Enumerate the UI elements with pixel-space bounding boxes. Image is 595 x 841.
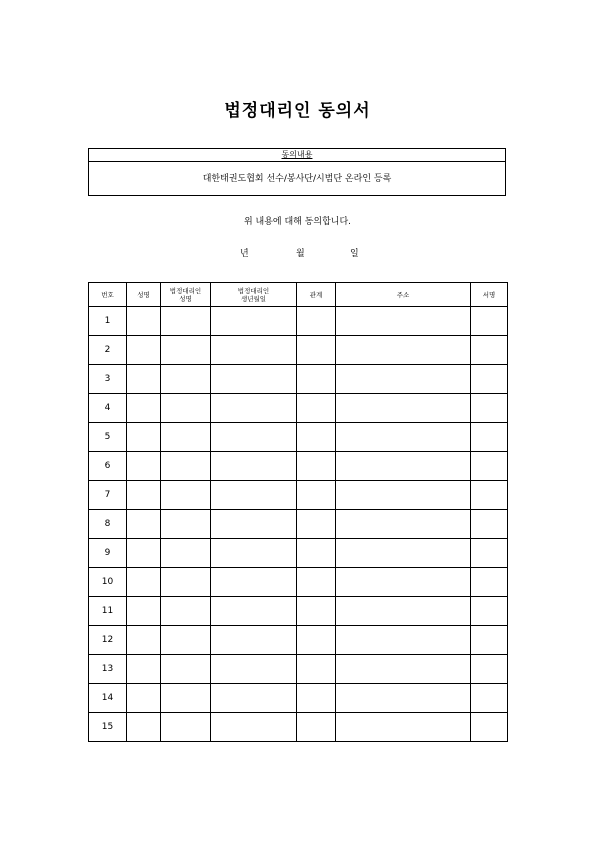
signature-cell[interactable] xyxy=(471,307,508,336)
name-cell[interactable] xyxy=(127,539,161,568)
consent-box xyxy=(88,148,506,196)
name-cell[interactable] xyxy=(127,626,161,655)
address-cell[interactable] xyxy=(336,423,471,452)
date-day-label: 일 xyxy=(350,249,359,259)
signature-cell[interactable] xyxy=(471,713,508,742)
table-row xyxy=(89,365,508,394)
header-guardian-birth xyxy=(211,283,297,307)
guardian-birth-cell[interactable] xyxy=(211,394,297,423)
signature-cell[interactable] xyxy=(471,394,508,423)
guardian-name-cell[interactable] xyxy=(161,481,211,510)
guardian-name-cell[interactable] xyxy=(161,510,211,539)
guardian-name-cell[interactable] xyxy=(161,655,211,684)
header-relation: 관계 xyxy=(297,283,336,307)
table-row xyxy=(89,452,508,481)
guardian-birth-cell[interactable] xyxy=(211,597,297,626)
header-guardian-name xyxy=(161,283,211,307)
name-cell[interactable] xyxy=(127,394,161,423)
address-cell[interactable] xyxy=(336,655,471,684)
address-cell[interactable] xyxy=(336,510,471,539)
name-cell[interactable] xyxy=(127,481,161,510)
table-row xyxy=(89,423,508,452)
name-cell[interactable] xyxy=(127,307,161,336)
header-name: 성명 xyxy=(127,283,161,307)
table-row xyxy=(89,626,508,655)
signature-cell[interactable] xyxy=(471,568,508,597)
row-number: 6 xyxy=(89,452,127,481)
relation-cell[interactable] xyxy=(297,597,336,626)
signature-cell[interactable] xyxy=(471,481,508,510)
guardian-name-cell[interactable] xyxy=(161,452,211,481)
name-cell[interactable] xyxy=(127,510,161,539)
guardian-birth-cell[interactable] xyxy=(211,307,297,336)
name-cell[interactable] xyxy=(127,423,161,452)
address-cell[interactable] xyxy=(336,684,471,713)
signature-cell[interactable] xyxy=(471,684,508,713)
row-number: 11 xyxy=(89,597,127,626)
header-guardian-name-line2: 성명 xyxy=(179,294,192,303)
table-row xyxy=(89,336,508,365)
guardian-birth-cell[interactable] xyxy=(211,568,297,597)
guardian-name-cell[interactable] xyxy=(161,597,211,626)
signature-cell[interactable] xyxy=(471,655,508,684)
relation-cell[interactable] xyxy=(297,365,336,394)
table-row xyxy=(89,597,508,626)
row-number: 8 xyxy=(89,510,127,539)
header-address: 주소 xyxy=(336,283,471,307)
table-row xyxy=(89,394,508,423)
guardian-birth-cell[interactable] xyxy=(211,423,297,452)
header-guardian-birth-line2: 생년월일 xyxy=(240,294,267,303)
name-cell[interactable] xyxy=(127,452,161,481)
row-number: 12 xyxy=(89,626,127,655)
relation-cell[interactable] xyxy=(297,336,336,365)
name-cell[interactable] xyxy=(127,336,161,365)
guardian-birth-cell[interactable] xyxy=(211,684,297,713)
guardian-birth-cell[interactable] xyxy=(211,539,297,568)
signature-cell[interactable] xyxy=(471,597,508,626)
guardian-name-cell[interactable] xyxy=(161,365,211,394)
header-guardian-name-line1: 법정대리인 xyxy=(169,286,202,295)
guardian-birth-cell[interactable] xyxy=(211,481,297,510)
address-cell[interactable] xyxy=(336,713,471,742)
date-month-label: 월 xyxy=(296,249,305,259)
row-number: 9 xyxy=(89,539,127,568)
signature-cell[interactable] xyxy=(471,452,508,481)
row-number: 14 xyxy=(89,684,127,713)
address-cell[interactable] xyxy=(336,365,471,394)
consent-content: 대한태권도협회 선수/봉사단/시범단 온라인 등록 xyxy=(202,174,392,184)
table-row xyxy=(89,713,508,742)
row-number: 2 xyxy=(89,336,127,365)
relation-cell[interactable] xyxy=(297,568,336,597)
signature-cell[interactable] xyxy=(471,336,508,365)
name-cell[interactable] xyxy=(127,568,161,597)
row-number: 1 xyxy=(89,307,127,336)
table-row xyxy=(89,539,508,568)
table-row xyxy=(89,568,508,597)
document-title: 법정대리인 동의서 xyxy=(224,101,371,121)
relation-cell[interactable] xyxy=(297,655,336,684)
header-guardian-birth-line1: 법정대리인 xyxy=(237,286,270,295)
table-row xyxy=(89,481,508,510)
row-number: 3 xyxy=(89,365,127,394)
signature-cell[interactable] xyxy=(471,365,508,394)
relation-cell[interactable] xyxy=(297,394,336,423)
signature-cell[interactable] xyxy=(471,423,508,452)
name-cell[interactable] xyxy=(127,684,161,713)
relation-cell[interactable] xyxy=(297,481,336,510)
header-no: 번호 xyxy=(89,283,127,307)
row-number: 7 xyxy=(89,481,127,510)
date-year-label: 년 xyxy=(240,249,249,259)
address-cell[interactable] xyxy=(336,394,471,423)
consent-header-label: 동의내용 xyxy=(281,150,313,159)
table-row xyxy=(89,510,508,539)
guardian-name-cell[interactable] xyxy=(161,423,211,452)
signature-cell[interactable] xyxy=(471,626,508,655)
row-number: 13 xyxy=(89,655,127,684)
row-number: 4 xyxy=(89,394,127,423)
address-cell[interactable] xyxy=(336,597,471,626)
consent-header xyxy=(89,149,505,162)
address-cell[interactable] xyxy=(336,626,471,655)
name-cell[interactable] xyxy=(127,655,161,684)
relation-cell[interactable] xyxy=(297,713,336,742)
guardian-name-cell[interactable] xyxy=(161,336,211,365)
signature-cell[interactable] xyxy=(471,510,508,539)
guardian-birth-cell[interactable] xyxy=(211,452,297,481)
header-signature: 서명 xyxy=(471,283,508,307)
guardian-birth-cell[interactable] xyxy=(211,713,297,742)
guardian-birth-cell[interactable] xyxy=(211,365,297,394)
address-cell[interactable] xyxy=(336,539,471,568)
row-number: 15 xyxy=(89,713,127,742)
address-cell[interactable] xyxy=(336,481,471,510)
row-number: 10 xyxy=(89,568,127,597)
guardian-name-cell[interactable] xyxy=(161,539,211,568)
guardian-birth-cell[interactable] xyxy=(211,336,297,365)
guardian-name-cell[interactable] xyxy=(161,684,211,713)
name-cell[interactable] xyxy=(127,597,161,626)
relation-cell[interactable] xyxy=(297,423,336,452)
guardian-table xyxy=(88,282,508,742)
table-row xyxy=(89,655,508,684)
guardian-birth-cell[interactable] xyxy=(211,655,297,684)
guardian-birth-cell[interactable] xyxy=(211,626,297,655)
guardian-birth-cell[interactable] xyxy=(211,510,297,539)
guardian-name-cell[interactable] xyxy=(161,394,211,423)
relation-cell[interactable] xyxy=(297,452,336,481)
guardian-name-cell[interactable] xyxy=(161,307,211,336)
address-cell[interactable] xyxy=(336,452,471,481)
relation-cell[interactable] xyxy=(297,626,336,655)
agree-statement: 위 내용에 대해 동의합니다. xyxy=(243,217,352,227)
address-cell[interactable] xyxy=(336,568,471,597)
address-cell[interactable] xyxy=(336,307,471,336)
row-number: 5 xyxy=(89,423,127,452)
relation-cell[interactable] xyxy=(297,307,336,336)
address-cell[interactable] xyxy=(336,336,471,365)
relation-cell[interactable] xyxy=(297,684,336,713)
name-cell[interactable] xyxy=(127,365,161,394)
signature-cell[interactable] xyxy=(471,539,508,568)
name-cell[interactable] xyxy=(127,713,161,742)
table-header-row xyxy=(89,283,508,307)
table-row xyxy=(89,307,508,336)
guardian-name-cell[interactable] xyxy=(161,626,211,655)
table-row xyxy=(89,684,508,713)
guardian-name-cell[interactable] xyxy=(161,568,211,597)
guardian-name-cell[interactable] xyxy=(161,713,211,742)
relation-cell[interactable] xyxy=(297,539,336,568)
relation-cell[interactable] xyxy=(297,510,336,539)
